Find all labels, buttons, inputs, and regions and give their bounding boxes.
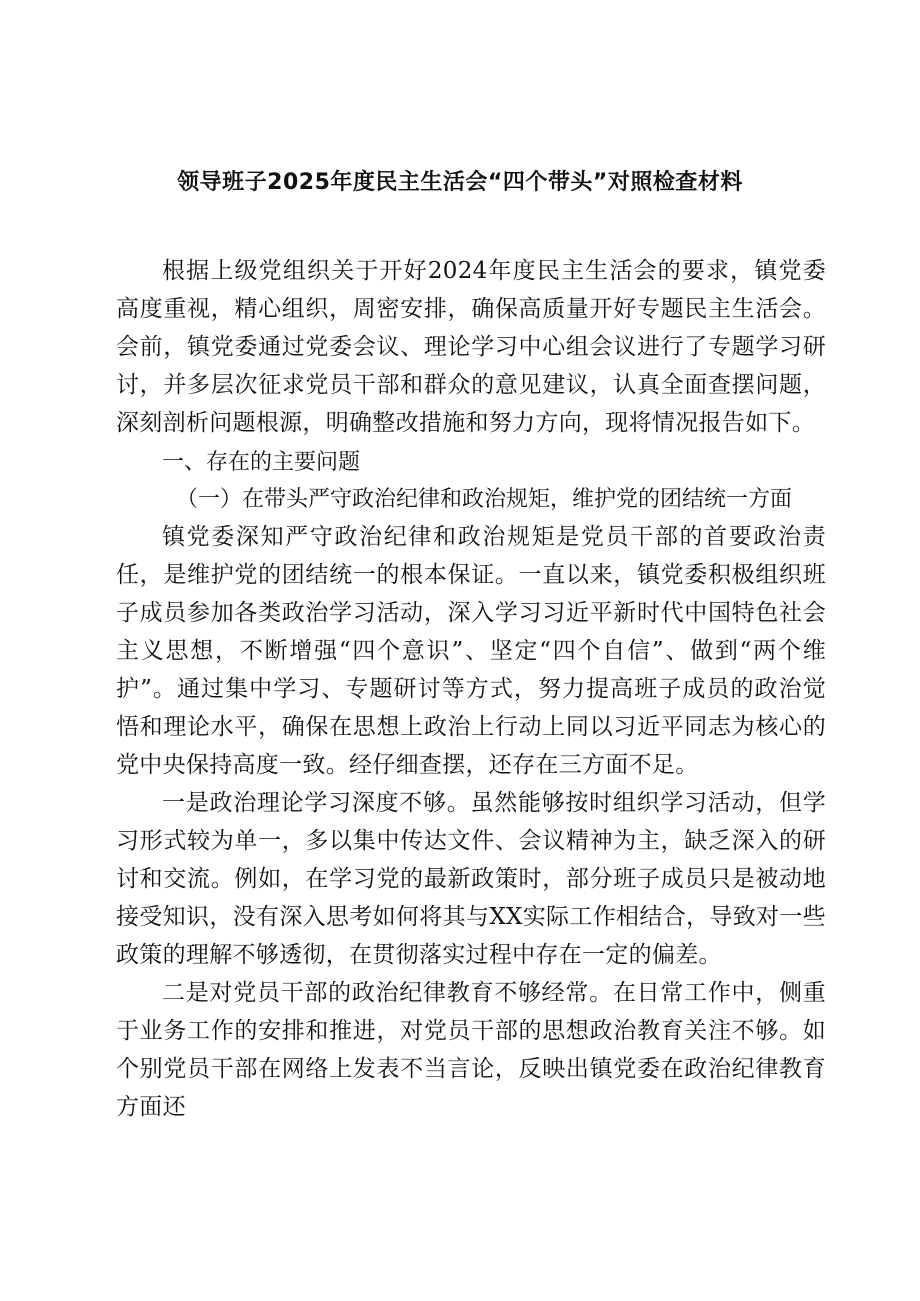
subsection-heading: （一）在带头严守政治纪律和政治规矩，维护党的团结统一方面 xyxy=(176,487,793,512)
intro-paragraph: 根据上级党组织关于开好2024年度民主生活会的要求，镇党委高度重视，精心组织，周密安排，确保高质量开好专题民主生活会。会前，镇党委通过党委会议、理论学习中心组会议进行了专题学习研讨，并多层次征求党员干部和群众的意见建议，认真全面查摆问题，深刻剖析问题根源，明确整改措施和努力方向，现将情况报告如下。 xyxy=(116,258,826,436)
document-body xyxy=(116,252,826,1126)
body-paragraph: 二是对党员干部的政治纪律教育不够经常。在日常工作中，侧重于业务工作的安排和推进，对党员干部的思想政治教育关注不够。如个别党员干部在网络上发表不当言论，反映出镇党委在政治纪律教育方面还 xyxy=(116,980,826,1120)
body-paragraph: 镇党委深知严守政治纪律和政治规矩是党员干部的首要政治责任，是维护党的团结统一的根本保证。一直以来，镇党委积极组织班子成员参加各类政治学习活动，深入学习习近平新时代中国特色社会主义思想，不断增强“四个意识”、坚定“四个自信”、做到“两个维护”。通过集中学习、专题研讨等方式，努力提高班子成员的政治觉悟和理论水平，确保在思想上政治上行动上同以习近平同志为核心的党中央保持高度一致。经仔细查摆，还存在三方面不足。 xyxy=(116,524,826,778)
section-heading: 一、存在的主要问题 xyxy=(162,450,361,475)
document-title: 领导班子2025年度民主生活会“四个带头”对照检查材料 xyxy=(177,170,743,195)
body-paragraph: 一是政治理论学习深度不够。虽然能够按时组织学习活动，但学习形式较为单一，多以集中传达文件、会议精神为主，缺乏深入的研讨和交流。例如，在学习党的最新政策时，部分班子成员只是被动地接受知识，没有深入思考如何将其与XX实际工作相结合，导致对一些政策的理解不够透彻，在贯彻落实过程中存在一定的偏差。 xyxy=(116,790,826,968)
